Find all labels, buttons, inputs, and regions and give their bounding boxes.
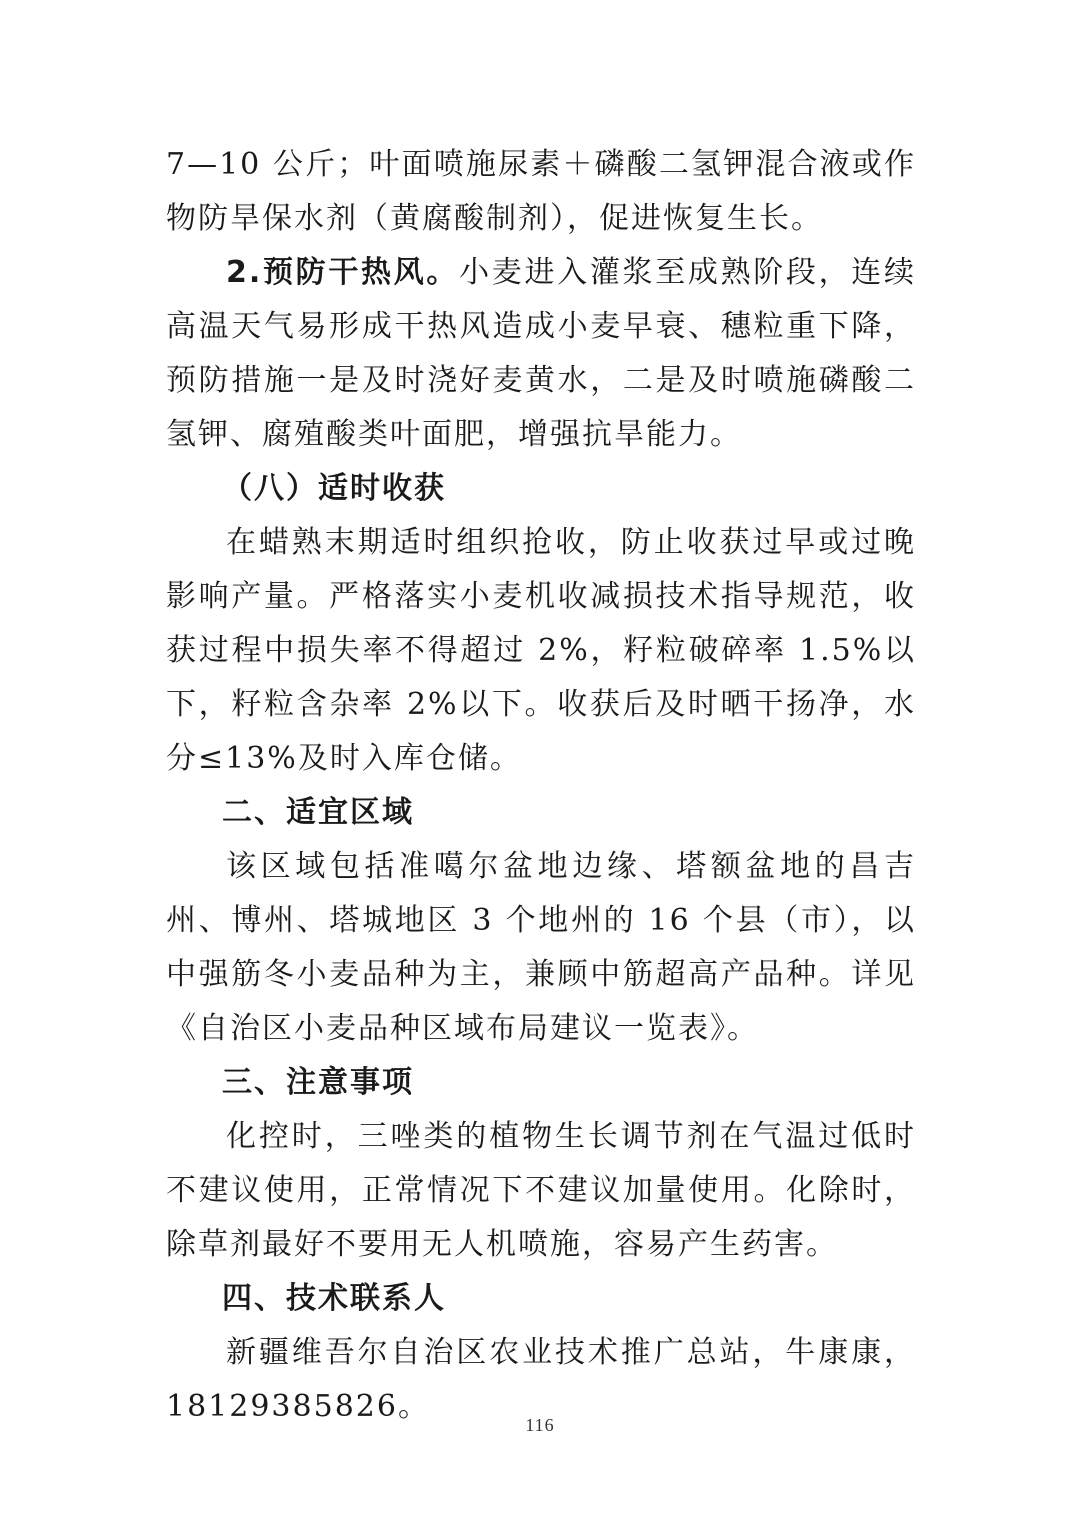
region-heading: 二、适宜区域 (222, 795, 414, 830)
notes-paragraph: 化控时，三唑类的植物生长调节剂在气温过低时不建议使用，正常情况下不建议加量使用。化除时，除草剂最好不要用无人机喷施，容易产生药害。 (166, 1119, 916, 1262)
prevent-hot-wind-body: 小麦进入灌浆至成熟阶段，连续高温天气易形成干热风造成小麦早衰、穗粒重下降，预防措施一是及时浇好麦黄水，二是及时喷施磷酸二氢钾、腐殖酸类叶面肥，增强抗旱能力。 (166, 255, 916, 452)
page-number: 116 (525, 1415, 555, 1435)
prevent-hot-wind-paragraph (166, 246, 916, 462)
continued-paragraph: 7—10 公斤；叶面喷施尿素＋磷酸二氢钾混合液或作物防旱保水剂（黄腐酸制剂），促进恢复生长。 (166, 147, 916, 236)
document-body (166, 138, 916, 1434)
prevent-hot-wind-lead: 2.预防干热风。 (226, 255, 460, 290)
notes-heading: 三、注意事项 (222, 1065, 414, 1100)
contact-paragraph: 新疆维吾尔自治区农业技术推广总站，牛康康，18129385826。 (166, 1335, 916, 1424)
region-paragraph: 该区域包括准噶尔盆地边缘、塔额盆地的昌吉州、博州、塔城地区 3 个地州的 16 个县（市），以中强筋冬小麦品种为主，兼顾中筋超高产品种。详见《自治区小麦品种区域布局建议一览表》。 (166, 849, 916, 1046)
harvest-paragraph: 在蜡熟末期适时组织抢收，防止收获过早或过晚影响产量。严格落实小麦机收减损技术指导规范，收获过程中损失率不得超过 2%，籽粒破碎率 1.5%以下，籽粒含杂率 2%以下。收获后及时晒干扬净，水分≤13%及时入库仓储。 (166, 525, 916, 776)
contact-heading: 四、技术联系人 (222, 1281, 446, 1316)
harvest-heading: （八）适时收获 (222, 471, 446, 506)
